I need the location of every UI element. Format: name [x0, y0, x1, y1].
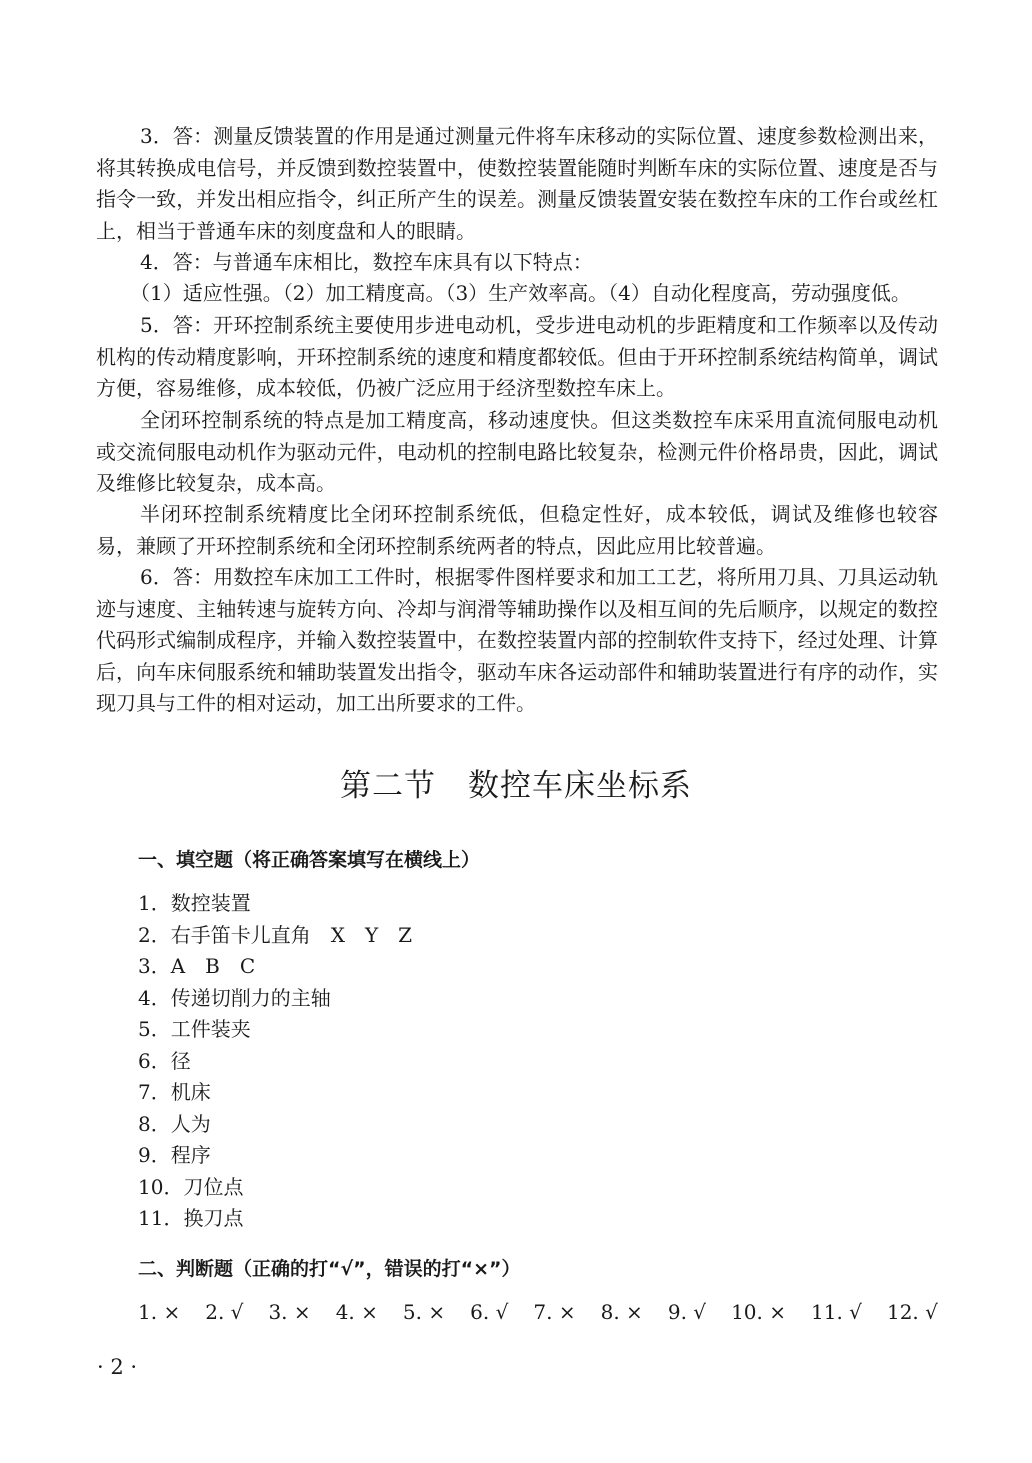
full-closed-loop-paragraph: 全闭环控制系统的特点是加工精度高，移动速度快。但这类数控车床采用直流伺服电动机或交流伺服电动机作为驱动元件，电动机的控制电路比较复杂，检测元件价格昂贵，因此，调试及维修比较复杂，成本高。 — [96, 408, 938, 495]
fill-blank-answer-list — [138, 888, 412, 1235]
list-item: 6．径 — [138, 1048, 191, 1073]
list-item: 3．A B C — [138, 954, 256, 978]
answer-paragraph-4: 4．答：与普通车床相比，数控车床具有以下特点： — [140, 250, 593, 274]
page-number: · 2 · — [97, 1355, 138, 1379]
list-item: 1. × — [138, 1300, 181, 1324]
list-item: 5．工件装夹 — [138, 1017, 251, 1041]
answer-paragraph-3: 3．答：测量反馈装置的作用是通过测量元件将车床移动的实际位置、速度参数检测出来，将其转换成电信号，并反馈到数控装置中，使数控装置能随时判断车床的实际位置、速度是否与指令一致，并发出相应指令，纠正所产生的误差。测量反馈装置安装在数控车床的工作台或丝杠上，相当于普通车床的刻度盘和人的眼睛。 — [96, 124, 938, 243]
list-item: 2. √ — [205, 1300, 244, 1324]
list-item: 5. × — [402, 1300, 446, 1324]
list-item: 7. × — [533, 1300, 576, 1324]
answer-4-features: （1）适应性强。（2）加工精度高。（3）生产效率高。（4）自动化程度高，劳动强度低。 — [130, 281, 911, 305]
list-item: 9．程序 — [138, 1143, 211, 1167]
section-title: 第二节 数控车床坐标系 — [340, 768, 692, 804]
list-item: 10．刀位点 — [138, 1174, 244, 1199]
list-item: 8．人为 — [138, 1111, 211, 1136]
answer-paragraph-6: 6．答：用数控车床加工工件时，根据零件图样要求和加工工艺，将所用刀具、刀具运动轨迹与速度、主轴转速与旋转方向、冷却与润滑等辅助操作以及相互间的先后顺序，以规定的数控代码形式编制成程序，并输入数控装置中，在数控装置内部的控制软件支持下，经过处理、计算后，向车床伺服系统和辅助装置发出指令，驱动车床各运动部件和辅助装置进行有序的动作，实现刀具与工件的相对运动，加工出所要求的工件。 — [96, 565, 938, 715]
true-false-heading: 二、判断题（正确的打“√”，错误的打“×”） — [138, 1258, 521, 1280]
list-item: 4．传递切削力的主轴 — [138, 985, 331, 1010]
list-item: 3. × — [268, 1300, 311, 1324]
list-item: 6. √ — [470, 1300, 509, 1324]
list-item: 2．右手笛卡儿直角 X Y Z — [138, 922, 413, 947]
answer-paragraph-5: 5．答：开环控制系统主要使用步进电动机，受步进电动机的步距精度和工作频率以及传动机构的传动精度影响，开环控制系统的速度和精度都较低。但由于开环控制系统结构简单，调试方便，容易维修，成本较低，仍被广泛应用于经济型数控车床上。 — [96, 313, 938, 400]
list-item: 4. × — [335, 1300, 378, 1324]
fill-blank-heading: 一、填空题（将正确答案填写在横线上） — [138, 849, 481, 871]
list-item: 7．机床 — [138, 1080, 211, 1104]
list-item: 1．数控装置 — [138, 891, 251, 915]
list-item: 8. × — [600, 1300, 643, 1324]
true-false-answer-row — [138, 1300, 938, 1324]
list-item: 9. √ — [667, 1300, 707, 1324]
semi-closed-loop-paragraph: 半闭环控制系统精度比全闭环控制系统低，但稳定性好，成本较低，调试及维修也较容易，兼顾了开环控制系统和全闭环控制系统两者的特点，因此应用比较普遍。 — [96, 502, 938, 558]
list-item: 10. × — [731, 1300, 786, 1324]
list-item: 11．换刀点 — [138, 1206, 244, 1230]
list-item: 12. √ — [886, 1300, 938, 1324]
list-item: 11. √ — [811, 1300, 862, 1324]
